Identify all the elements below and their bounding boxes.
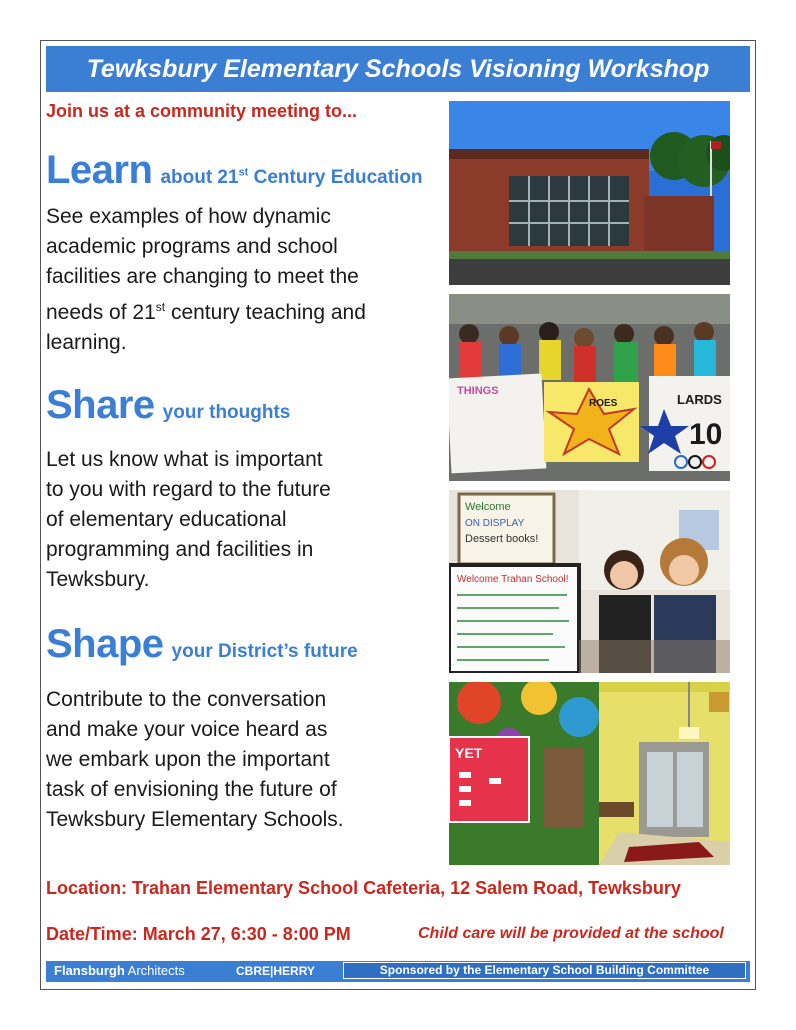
intro-text: Join us at a community meeting to... (46, 101, 358, 121)
classroom-image (449, 490, 730, 673)
school-building-photo (449, 101, 730, 285)
board1-line2: Dessert books! (465, 533, 539, 545)
banner-text-things: THINGS (457, 385, 499, 397)
shape-subtitle: your District’s future (171, 641, 358, 662)
share-body: Let us know what is important to you with regard to the future of elementary educational programming and facilities in Tewksbury. (46, 448, 331, 591)
cbre-logo: CBRE|HERRY (236, 964, 315, 978)
sponsor-text: Sponsored by the Elementary School Building Committee (343, 962, 746, 979)
hall-sign-text: YET (455, 745, 483, 761)
students-parade-image (449, 294, 730, 481)
learn-heading (46, 148, 423, 193)
banner-number: 10 (689, 418, 723, 451)
learn-subtitle: about 21st Century Education (160, 166, 423, 188)
board1-line1: ON DISPLAY (465, 518, 525, 529)
datetime-text: Date/Time: March 27, 6:30 - 8:00 PM (46, 924, 351, 944)
banner-text-lards: LARDS (677, 392, 722, 407)
school-building-image (449, 101, 730, 285)
footer-bar (46, 961, 750, 982)
hallway-photo (449, 682, 730, 865)
share-title: Share (46, 383, 155, 427)
share-subtitle: your thoughts (162, 402, 291, 423)
page-title: Tewksbury Elementary Schools Visioning Workshop (46, 46, 750, 92)
share-heading (46, 383, 290, 428)
learn-title: Learn (46, 148, 153, 192)
board2-title: Welcome Trahan School! (457, 574, 569, 585)
shape-heading (46, 622, 358, 667)
students-parade-photo (449, 294, 730, 481)
board1-title: Welcome (465, 501, 511, 513)
learn-body: See examples of how dynamic academic programs and school facilities are changing to meet the needs of 21st century teaching and learning. (46, 205, 366, 354)
hallway-image (449, 682, 730, 865)
location-text: Location: Trahan Elementary School Cafeteria, 12 Salem Road, Tewksbury (46, 878, 681, 898)
flansburgh-logo: Flansburgh Architects (54, 963, 185, 978)
shape-body: Contribute to the conversation and make your voice heard as we embark upon the important task of envisioning the future of Tewksbury Elementary Schools. (46, 688, 344, 831)
childcare-text: Child care will be provided at the school (418, 925, 724, 942)
shape-title: Shape (46, 622, 164, 666)
banner-text-roes: ROES (589, 398, 618, 409)
classroom-photo (449, 490, 730, 673)
